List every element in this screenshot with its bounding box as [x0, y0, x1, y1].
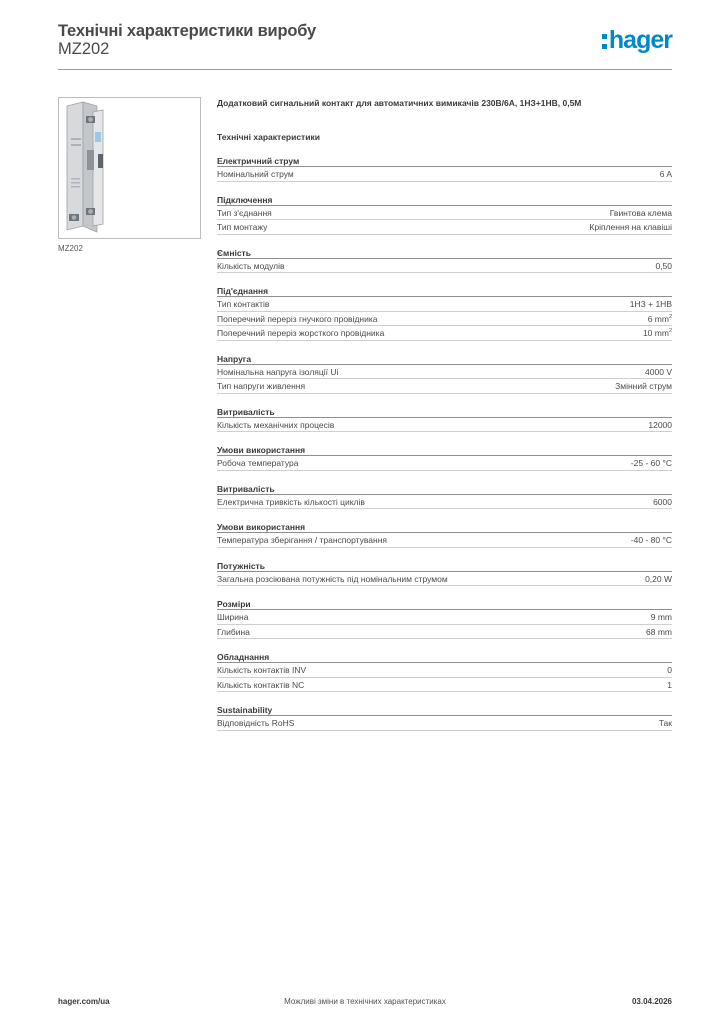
spec-content: [217, 97, 672, 731]
spec-row: [217, 533, 672, 548]
spec-value: Гвинтова клема: [609, 207, 672, 218]
spec-value: -40 - 80 °C: [630, 535, 672, 545]
spec-label: Глибина: [217, 626, 250, 637]
website-link[interactable]: hager.com/ua: [58, 997, 110, 1006]
section-title: Електричний струм: [217, 155, 672, 167]
spec-value: 0,50: [655, 260, 672, 271]
hager-logo: [602, 26, 672, 54]
page-header: [58, 20, 672, 70]
spec-label: Електрична тривкість кількості циклів: [217, 496, 365, 507]
spec-row: [217, 456, 672, 471]
product-image: [58, 97, 201, 239]
section-title: Ємність: [217, 247, 672, 259]
spec-label: Ширина: [217, 612, 249, 622]
section-title: Витривалість: [217, 406, 672, 418]
spec-row: [217, 297, 672, 312]
spec-section: [217, 704, 672, 731]
spec-label: Відповідність RoHS: [217, 718, 295, 728]
spec-row: [217, 625, 672, 640]
spec-section: [217, 194, 672, 235]
spec-row: [217, 312, 672, 327]
spec-label: Кількість контактів INV: [217, 665, 307, 675]
spec-value: Змінний струм: [615, 381, 672, 391]
logo-colon-icon: [602, 34, 607, 49]
spec-row: [217, 379, 672, 394]
spec-label: Поперечний переріз гнучкого провідника: [217, 313, 378, 324]
spec-label: Робоча температура: [217, 458, 299, 468]
section-title: Обладнання: [217, 651, 672, 663]
section-title: Sustainability: [217, 704, 672, 716]
spec-section: [217, 560, 672, 587]
spec-row: [217, 678, 672, 693]
spec-value: [648, 312, 672, 326]
spec-label: Кількість механічних процесів: [217, 419, 335, 430]
section-title: Напруга: [217, 353, 672, 365]
spec-row: [217, 495, 672, 510]
spec-value: 4000 V: [645, 366, 672, 377]
spec-value: 0,20 W: [645, 573, 672, 584]
spec-label: Загальна розсіювана потужність під номінальним струмом: [217, 573, 448, 584]
spec-section: [217, 247, 672, 274]
spec-section: [217, 521, 672, 548]
spec-row: [217, 418, 672, 433]
spec-value: 1: [667, 679, 672, 690]
spec-label: Тип напруги живлення: [217, 381, 306, 391]
section-title: Витривалість: [217, 483, 672, 495]
spec-row: [217, 365, 672, 380]
spec-row: [217, 572, 672, 587]
footer-note: Можливі зміни в технічних характеристиках: [284, 997, 446, 1006]
spec-section: [217, 598, 672, 639]
spec-value: 1НЗ + 1НВ: [629, 299, 672, 309]
section-title: Умови використання: [217, 444, 672, 456]
spec-row: [217, 220, 672, 235]
spec-label: Тип контактів: [217, 299, 270, 309]
spec-value: Так: [658, 718, 672, 728]
spec-value: 68 mm: [646, 626, 672, 637]
spec-value: [643, 326, 672, 340]
spec-row: [217, 259, 672, 274]
spec-label: Кількість модулів: [217, 260, 285, 271]
spec-value: 6000: [653, 496, 672, 507]
section-title: Розміри: [217, 598, 672, 610]
spec-label: Номінальний струм: [217, 169, 294, 179]
spec-section: [217, 444, 672, 471]
section-title: Потужність: [217, 560, 672, 572]
spec-row: [217, 326, 672, 341]
logo-text: hager: [608, 25, 672, 54]
spec-row: [217, 206, 672, 221]
image-caption: MZ202: [58, 244, 83, 253]
spec-label: Поперечний переріз жорсткого провідника: [217, 328, 385, 338]
spec-label: Номінальна напруга ізоляції Ui: [217, 366, 339, 377]
spec-value: 0: [667, 665, 672, 675]
document-date: 03.04.2026: [631, 997, 672, 1006]
spec-label: Температура зберігання / транспортування: [217, 535, 388, 545]
section-title: Під'єднання: [217, 285, 672, 297]
spec-row: [217, 716, 672, 731]
spec-section: [217, 155, 672, 182]
spec-section: [217, 651, 672, 692]
superscript: 2: [668, 328, 672, 334]
product-description: Додатковий сигнальний контакт для автоматичних вимикачів 230В/6А, 1НЗ+1НВ, 0,5М: [217, 98, 582, 108]
spec-label: Тип з'єднання: [217, 207, 272, 218]
spec-value: 12000: [648, 419, 672, 430]
value-text: 6 mm: [647, 313, 669, 324]
value-text: 10 mm: [642, 328, 669, 338]
spec-value: 9 mm: [650, 612, 672, 622]
spec-row: [217, 167, 672, 182]
circuit-breaker-contact-icon: [59, 98, 200, 238]
spec-value: 6 A: [659, 169, 672, 179]
product-code: MZ202: [58, 40, 110, 58]
spec-row: [217, 663, 672, 678]
spec-section: [217, 285, 672, 341]
spec-label: Кількість контактів NC: [217, 679, 305, 690]
spec-value: -25 - 60 °C: [630, 458, 672, 468]
spec-section: [217, 406, 672, 433]
spec-section: [217, 353, 672, 394]
section-title: Підключення: [217, 194, 672, 206]
superscript: 2: [668, 313, 672, 320]
spec-label: Тип монтажу: [217, 222, 268, 232]
specs-heading: Технічні характеристики: [217, 132, 320, 142]
spec-section: [217, 483, 672, 510]
page-title: Технічні характеристики виробу: [58, 22, 316, 40]
section-title: Умови використання: [217, 521, 672, 533]
spec-row: [217, 610, 672, 625]
spec-value: Кріплення на клавіші: [589, 222, 672, 232]
